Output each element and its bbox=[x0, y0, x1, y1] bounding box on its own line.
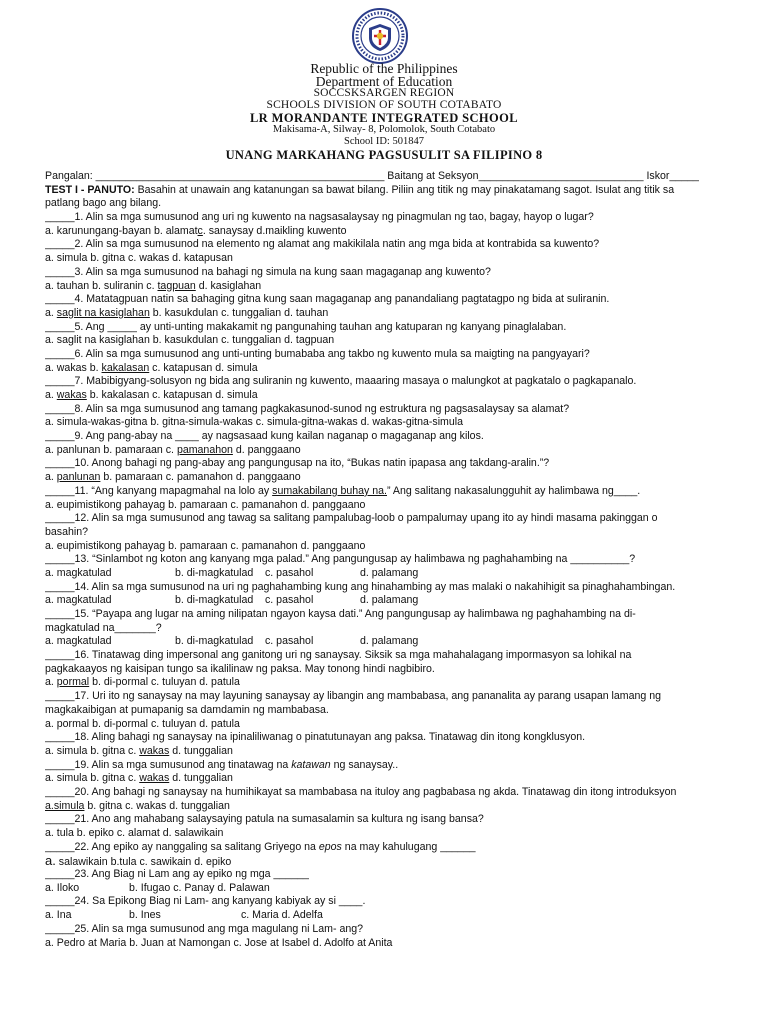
choices-17: a. pormal b. di-pormal c. tuluyan d. patula bbox=[45, 717, 240, 730]
exam-title: UNANG MARKAHANG PAGSUSULIT SA FILIPINO 8 bbox=[225, 148, 543, 162]
question-8: _____8. Alin sa mga sumusunod ang tamang pagkakasunod-sunod ng estruktura ng pagsasalaysay sa alamat? bbox=[45, 402, 570, 415]
question-9: _____9. Ang pang-abay na ____ ay nagsasaad kung kailan naganap o magaganap ang kilos. bbox=[45, 430, 484, 443]
deped-seal-icon bbox=[352, 8, 408, 64]
choices-16: a. pormal b. di-pormal c. tuluyan d. patula bbox=[45, 676, 240, 689]
header-region: SOCCSKSARGEN REGION bbox=[313, 87, 455, 99]
question-22: _____22. Ang epiko ay nanggaling sa salitang Griyego na epos na may kahulugang ______ bbox=[45, 840, 476, 853]
choices-21: a. tula b. epiko c. alamat d. salawikain bbox=[45, 827, 224, 839]
choices-4: a. saglit na kasiglahan b. kasukdulan c. tunggalian d. tauhan bbox=[45, 306, 329, 319]
choices-18: a. simula b. gitna c. wakas d. tunggalian bbox=[45, 744, 233, 757]
header-school-name: LR MORANDANTE INTEGRATED SCHOOL bbox=[249, 111, 519, 125]
question-16: _____16. Tinatawag ding impersonal ang ganitong uri ng sanaysay. Siksik sa mga mahahalagang impormasyon sa lohikal na bbox=[45, 649, 632, 662]
choices-12: a. eupimistikong pahayag b. pamaraan c. pamanahon d. panggaano bbox=[45, 539, 366, 552]
question-15: _____15. “Payapa ang lugar na aming nilipatan ngayon kaysa dati.” Ang pangungusap ay halimbawa ng paghahambing na di- bbox=[45, 608, 636, 620]
question-25: _____25. Alin sa mga sumusunod ang mga magulang ni Lam- ang? bbox=[45, 922, 364, 935]
choices-22: a. salawikain b.tula c. sawikain d. epiko bbox=[45, 854, 232, 869]
question-17-cont: magkakaibigan at pumapanig sa damdamin ng mambabasa. bbox=[45, 703, 329, 716]
question-16-cont: pagkakaayos ng kaisipan tungo sa ikalilinaw ng paksa. May tonong hindi nagbibiro. bbox=[45, 662, 435, 675]
question-23: _____23. Ang Biag ni Lam ang ay epiko ng mga ______ bbox=[45, 868, 309, 881]
question-19: _____19. Alin sa mga sumusunod ang tinatawag na katawan ng sanaysay.. bbox=[45, 758, 399, 771]
header-department: Department of Education bbox=[315, 74, 453, 89]
choices-13: a. magkatulad b. di-magkatulad c. pasahol d. palamang bbox=[45, 566, 419, 579]
choices-3: a. tauhan b. suliranin c. tagpuan d. kasiglahan bbox=[45, 279, 262, 292]
instructions-line: patlang bago ang bilang. bbox=[45, 197, 162, 210]
exam-body bbox=[45, 170, 735, 950]
header-address: Makisama-A, Silway- 8, Polomolok, South Cotabato bbox=[272, 124, 496, 135]
question-6: _____6. Alin sa mga sumusunod ang unti-unting bumababa ang takbo ng kuwento mula sa maigting na pangyayari? bbox=[45, 347, 590, 360]
choices-6: a. wakas b. kakalasan c. katapusan d. simula bbox=[45, 361, 258, 374]
choices-14: a. magkatulad b. di-magkatulad c. pasahol d. palamang bbox=[45, 594, 419, 607]
choices-10: a. panlunan b. pamaraan c. pamanahon d. panggaano bbox=[45, 471, 301, 484]
choices-8: a. simula-wakas-gitna b. gitna-simula-wakas c. simula-gitna-wakas d. wakas-gitna-simula bbox=[45, 416, 464, 429]
choices-15: a. magkatulad b. di-magkatulad c. pasahol d. palamang bbox=[45, 635, 419, 648]
instructions-line: TEST I - PANUTO: Basahin at unawain ang katanungan sa bawat bilang. Piliin ang titik ng may pinakatamang sagot. Isulat ang titik sa bbox=[45, 183, 675, 196]
header-school-id: School ID: 501847 bbox=[344, 136, 424, 147]
choices-20: a.simula b. gitna c. wakas d. tunggalian bbox=[45, 799, 230, 812]
choices-24: a. Ina b. Ines c. Maria d. Adelfa bbox=[45, 909, 323, 922]
choices-19: a. simula b. gitna c. wakas d. tunggalian bbox=[45, 772, 233, 785]
name-line[interactable]: Pangalan: _________________________________________________ Baitang at Seksyon____________________________ Iskor_____ bbox=[45, 170, 699, 182]
question-4: _____4. Matatagpuan natin sa bahaging gitna kung saan magaganap ang panandaliang pagtatagpo ng bida at suliranin. bbox=[45, 293, 610, 306]
question-11: _____11. “Ang kanyang mapagmahal na lolo ay sumakabilang buhay na.” Ang salitang nakasalungguhit ay halimbawa ng____. bbox=[45, 484, 641, 497]
choices-25: a. Pedro at Maria b. Juan at Namongan c. Jose at Isabel d. Adolfo at Anita bbox=[45, 936, 393, 949]
choices-7: a. wakas b. kakalasan c. katapusan d. simula bbox=[45, 389, 258, 401]
question-12-cont: basahin? bbox=[45, 525, 89, 538]
choices-23: a. Iloko b. Ifugao c. Panay d. Palawan bbox=[45, 881, 270, 894]
question-1: _____1. Alin sa mga sumusunod ang uri ng kuwento na nagsasalaysay ng pinagmulan ng tao, bagay, hayop o lugar? bbox=[45, 211, 594, 224]
question-5: _____5. Ang _____ ay unti-unting makakamit ng pangunahing tauhan ang katuparan ng kanyang pinaglalaban. bbox=[45, 320, 567, 333]
header-republic: Republic of the Philippines bbox=[310, 61, 458, 76]
header-division: SCHOOLS DIVISION OF SOUTH COTABATO bbox=[266, 99, 502, 111]
question-3: _____3. Alin sa mga sumusunod na bahagi ng simula na kung saan magaganap ang kuwento? bbox=[45, 265, 491, 278]
question-21: _____21. Ano ang mahabang salaysaying patula na sumasalamin sa kultura ng isang bansa? bbox=[45, 813, 484, 826]
question-17: _____17. Uri ito ng sanaysay na may layuning sanaysay ay libangin ang mambabasa, ang pananalita ay parang usapan lamang ng bbox=[45, 690, 662, 703]
choices-2: a. simula b. gitna c. wakas d. katapusan bbox=[45, 252, 233, 265]
question-12: _____12. Alin sa mga sumusunod ang tawag sa salitang pampalubag-loob o pampalumay upang ito ay hindi masama pakinggan o bbox=[45, 512, 658, 525]
question-2: _____2. Alin sa mga sumusunod na elemento ng alamat ang makikilala natin ang mga bida at kontrabida sa kuwento? bbox=[45, 238, 600, 251]
test-label: TEST I - PANUTO: bbox=[45, 183, 135, 196]
question-14: _____14. Alin sa mga sumusunod na uri ng paghahambing kung ang hinahambing ay mas malaki o nakahihigit sa pinaghahambingan. bbox=[45, 580, 676, 593]
question-18: _____18. Aling bahagi ng sanaysay na ipinaliliwanag o pinatutunayan ang paksa. Tinatawag din itong kongklusyon. bbox=[45, 731, 586, 744]
choices-1: a. karunungang-bayan b. alamatc. sanaysay d.maikling kuwento bbox=[45, 224, 347, 237]
question-20: _____20. Ang bahagi ng sanaysay na humihikayat sa mambabasa na ituloy ang pagbabasa ng akda. Tinatawag din itong introduksyon bbox=[45, 785, 677, 798]
choices-11: a. eupimistikong pahayag b. pamaraan c. pamanahon d. panggaano bbox=[45, 498, 366, 511]
question-24: _____24. Sa Epikong Biag ni Lam- ang kanyang kabiyak ay si ____. bbox=[45, 895, 366, 908]
question-15-cont: magkatulad na_______? bbox=[45, 621, 162, 634]
question-10: _____10. Anong bahagi ng pang-abay ang pangungusap na ito, “Bukas natin ipapasa ang takdang-aralin.”? bbox=[45, 457, 550, 470]
choices-5: a. saglit na kasiglahan b. kasukdulan c. tunggalian d. tagpuan bbox=[45, 334, 335, 347]
choices-9: a. panlunan b. pamaraan c. pamanahon d. panggaano bbox=[45, 443, 301, 456]
question-13: _____13. “Sinlambot ng koton ang kanyang mga palad.” Ang pangungusap ay halimbawa ng paghahambing na __________? bbox=[45, 553, 636, 566]
question-7: _____7. Mabibigyang-solusyon ng bida ang suliranin ng kuwento, maaaring masaya o malungkot at pagkatalo o pagkapanalo. bbox=[45, 375, 637, 388]
